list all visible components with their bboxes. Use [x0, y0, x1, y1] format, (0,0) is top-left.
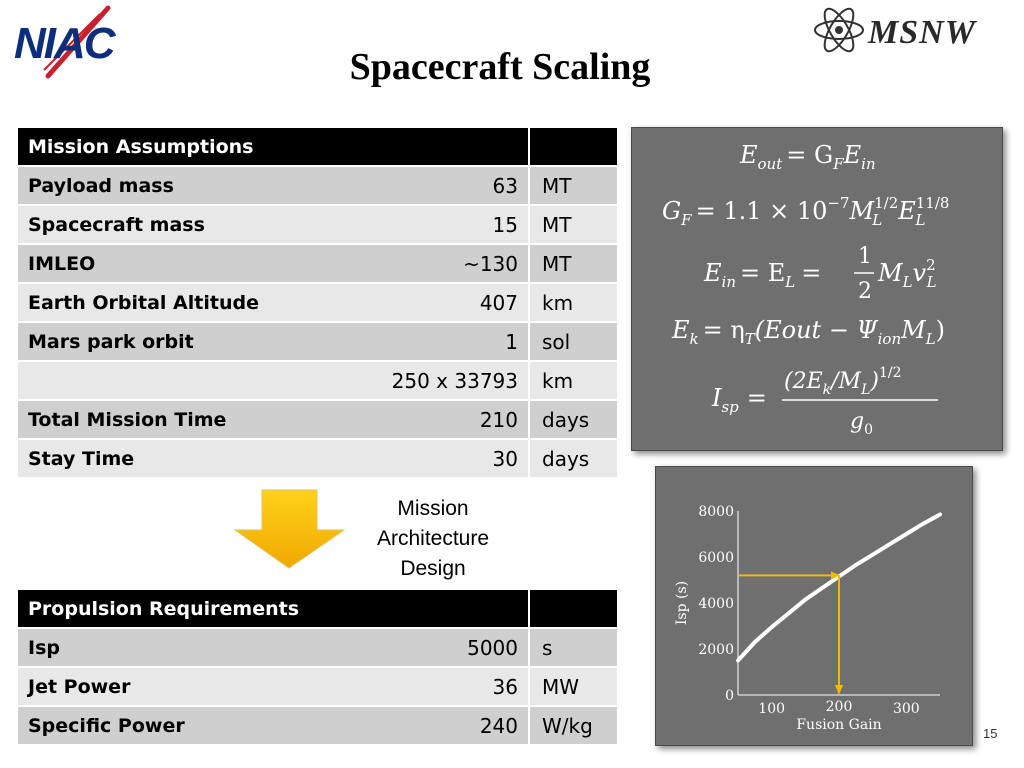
- x-tick-label: 200: [825, 699, 853, 715]
- equation-input-energy: $E_{in} = E_L$ =: [704, 259, 822, 291]
- row-value: 63: [298, 166, 529, 205]
- table-header-row: [18, 128, 617, 166]
- row-label: Payload mass: [18, 166, 298, 205]
- table-row: [18, 628, 617, 667]
- x-tick-label: 300: [892, 701, 920, 717]
- row-value: 30: [298, 439, 529, 478]
- row-label: Spacecraft mass: [18, 205, 298, 244]
- row-unit: sol: [529, 322, 617, 361]
- table-row: [18, 205, 617, 244]
- isp-numerator: $(2E_k/M_L)^{1/2}$: [784, 365, 902, 398]
- row-unit: MT: [529, 244, 617, 283]
- page-title: Spacecraft Scaling: [349, 46, 651, 88]
- table-row: [18, 400, 617, 439]
- row-label: Stay Time: [18, 439, 298, 478]
- y-tick-label: 2000: [698, 642, 734, 658]
- equation-gain-output: $E_{out} = G_FE_{in}$: [740, 141, 876, 173]
- x-axis-label: Fusion Gain: [796, 717, 882, 733]
- row-unit: days: [529, 439, 617, 478]
- x-tick-labels: [758, 699, 919, 717]
- msnw-logo-text: MSNW: [868, 14, 976, 51]
- propulsion-requirements-table: [18, 590, 617, 746]
- down-arrow-icon: [232, 488, 347, 570]
- y-tick-label: 6000: [698, 550, 734, 566]
- page-number: 15: [983, 726, 998, 741]
- row-label: Earth Orbital Altitude: [18, 283, 298, 322]
- row-label: Total Mission Time: [18, 400, 298, 439]
- row-unit: MT: [529, 166, 617, 205]
- fraction-numerator: 1: [858, 244, 872, 269]
- table-row: [18, 166, 617, 205]
- row-unit: km: [529, 361, 617, 400]
- row-label: Mars park orbit: [18, 322, 298, 361]
- y-tick-labels: [698, 504, 734, 704]
- y-tick-label: 4000: [698, 596, 734, 612]
- mission-architecture-label: Mission Architecture Design: [376, 497, 490, 580]
- row-unit: W/kg: [529, 706, 617, 745]
- row-value: 15: [298, 205, 529, 244]
- equation-gain-scaling: $G_F = 1.1 \times 10^{-7}M^{1/2}$ L $E^{11/8}$ L: [662, 194, 950, 229]
- row-unit: km: [529, 283, 617, 322]
- row-unit: s: [529, 628, 617, 667]
- table-row: [18, 361, 617, 400]
- row-value: 240: [298, 706, 529, 745]
- row-label: Specific Power: [18, 706, 298, 745]
- row-value: 407: [298, 283, 529, 322]
- svg-text:MLv2L: $M_Lv^2$ L: [878, 256, 937, 291]
- row-label: IMLEO: [18, 244, 298, 283]
- table-row: [18, 439, 617, 478]
- y-axis-label: Isp (s): [674, 580, 690, 626]
- table-row: [18, 244, 617, 283]
- row-value: 1: [298, 322, 529, 361]
- fraction-denominator: 2: [858, 279, 872, 304]
- row-label: Jet Power: [18, 667, 298, 706]
- annotation-arrowhead-down: [835, 685, 843, 695]
- x-tick-label: 100: [758, 701, 786, 717]
- row-value: 250 x 33793: [298, 361, 529, 400]
- table-row: [18, 283, 617, 322]
- mission-assumptions-table: [18, 128, 617, 479]
- row-value: 36: [298, 667, 529, 706]
- y-tick-label: 8000: [698, 504, 734, 520]
- equations-panel: [631, 127, 1003, 451]
- isp-denominator: $g_0$: [850, 409, 874, 438]
- row-value: ~130: [298, 244, 529, 283]
- row-unit: MT: [529, 205, 617, 244]
- niac-logo-text: NIAC: [14, 19, 114, 68]
- isp-vs-fusion-gain-chart: [655, 466, 973, 746]
- row-value: 210: [298, 400, 529, 439]
- row-label: Isp: [18, 628, 298, 667]
- row-value: 5000: [298, 628, 529, 667]
- row-unit: days: [529, 400, 617, 439]
- table-header-row: [18, 590, 617, 628]
- table-row: [18, 667, 617, 706]
- equation-specific-impulse: $I_{sp}$ =: [712, 384, 767, 416]
- row-unit: MW: [529, 667, 617, 706]
- y-tick-label: 0: [725, 688, 734, 704]
- equation-kinetic-energy: $E_k$ = $\eta_T(Eout - \Psi_{ion}M_L)$: [672, 316, 946, 348]
- table-header: Propulsion Requirements: [18, 590, 529, 628]
- table-row: [18, 322, 617, 361]
- table-header: Mission Assumptions: [18, 128, 529, 166]
- table-row: [18, 706, 617, 745]
- row-label: [18, 361, 298, 400]
